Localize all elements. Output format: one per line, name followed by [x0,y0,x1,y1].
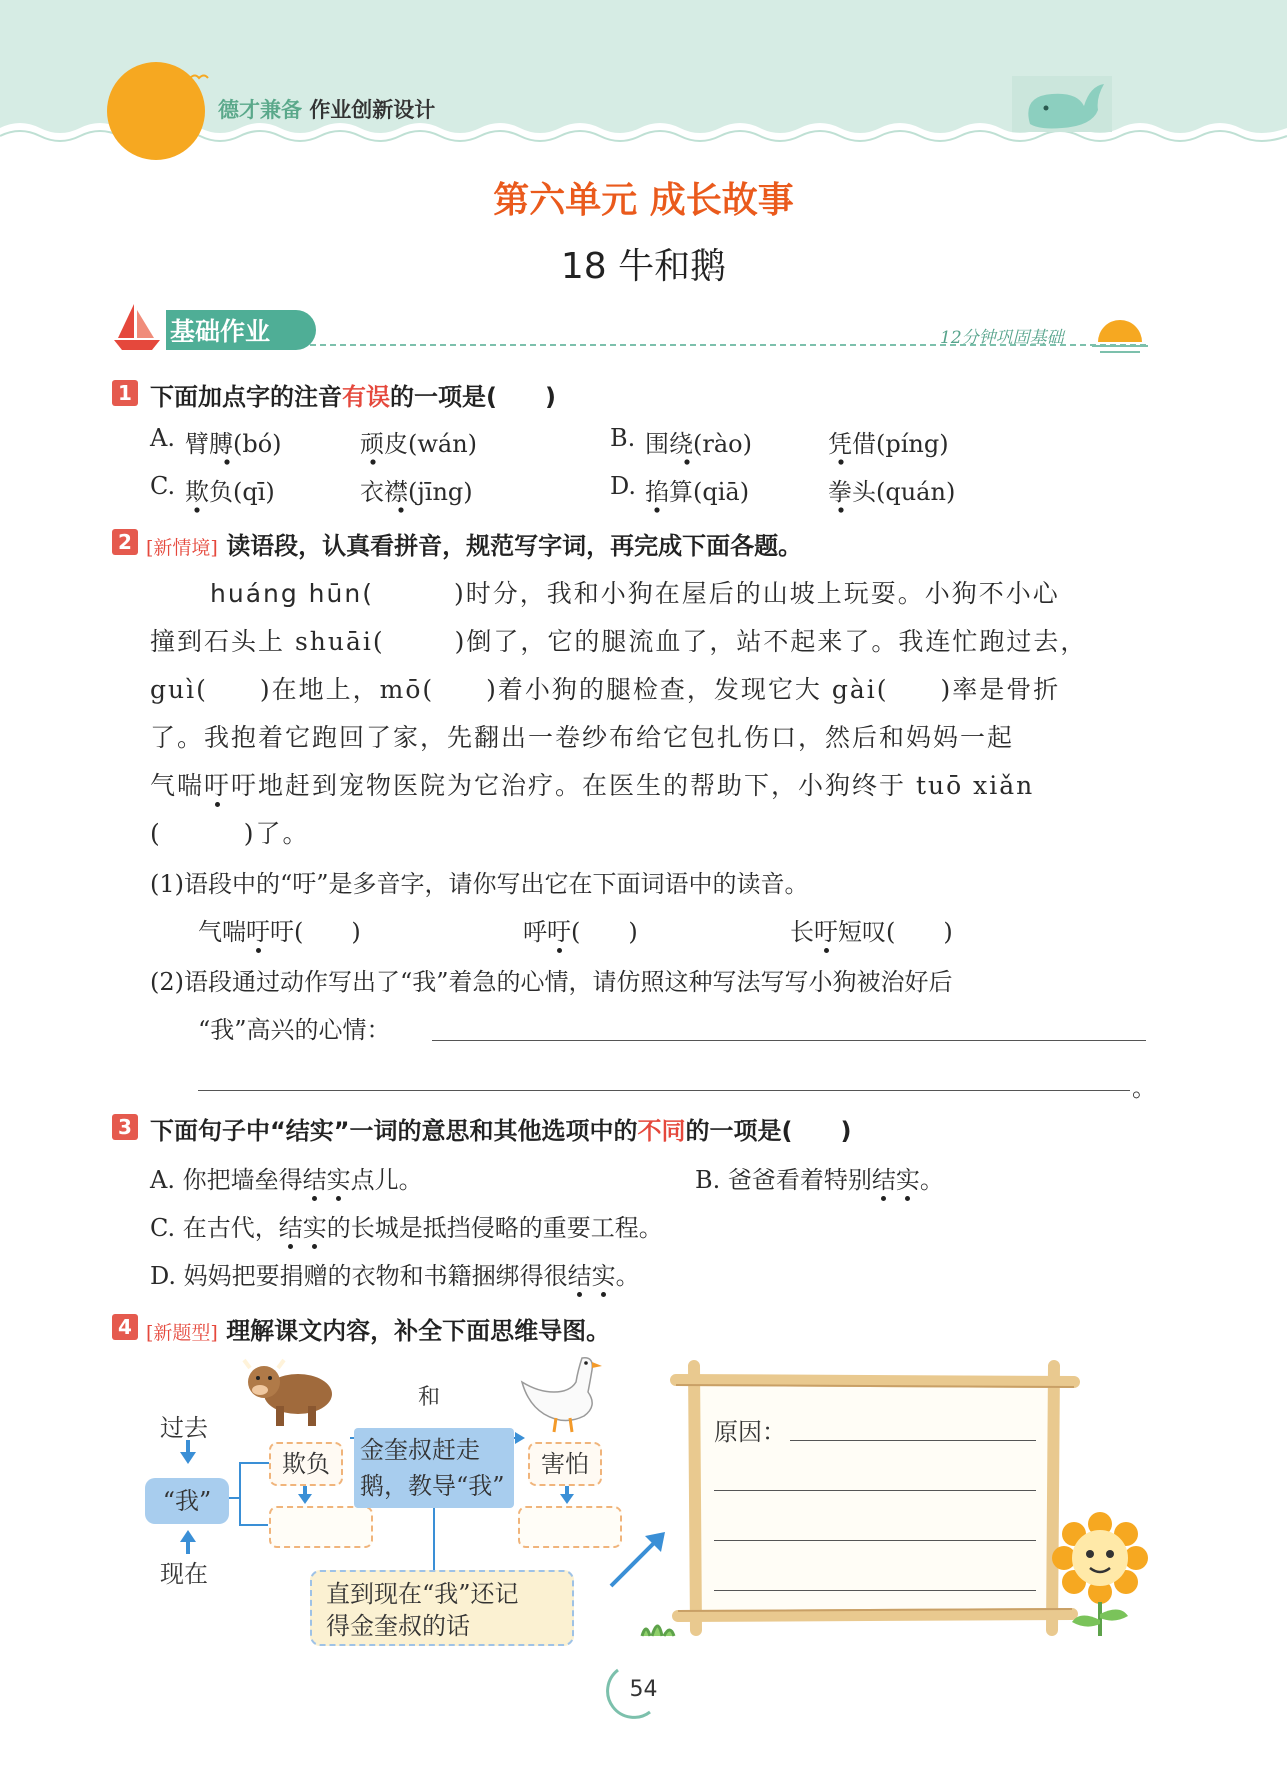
q3-stem: 下面句子中“结实”一词的意思和其他选项中的不同的一项是( ) [150,1117,852,1145]
brand-text: 德才兼备 作业创新设计 [218,98,436,122]
question-number: 3 [112,1114,138,1140]
arrow-icon [605,1526,671,1592]
answer-line[interactable] [714,1490,1036,1491]
q2-sub2-line-1: (2)语段通过动作写出了“我”着急的心情，请仿照这种写法写写小狗被治好后 [150,968,953,996]
q2-para-line-4: 了。我抱着它跑回了家，先翻出一卷纱布给它包扎伤口，然后和妈妈一起 [150,723,1015,752]
q2-sub2-line-2: “我”高兴的心情： [198,1016,391,1044]
past-label: 过去 [160,1414,208,1442]
page-number: 54 [629,1677,658,1702]
q1-option-a-word1: 臂膊(bó) [185,430,282,458]
q2-para-line-2: 撞到石头上 shuāi( )倒了，它的腿流血了，站不起来了。我连忙跑过去， [150,627,1088,656]
grass-icon [636,1612,686,1638]
me-node: “我” [145,1478,229,1524]
q2-sub1-word2: 呼吁( ) [523,918,638,946]
q1-stem: 下面加点字的注音有误的一项是( ) [150,383,556,411]
q2-stem: [新情境] 读语段，认真看拼音，规范写字词，再完成下面各题。 [146,532,803,560]
q1-option-c-word2: 衣襟(jīng) [360,478,473,506]
q1-option-c-word1: 欺负(qī) [185,478,275,506]
q2-para-line-6: ( )了。 [150,819,310,848]
q1-option-d-label: D. [610,472,637,500]
q1-option-a-word2: 顽皮(wán) [360,430,478,458]
q3-option-a: A. 你把墙垒得结实点儿。 [150,1166,423,1194]
time-note: 12分钟巩固基础 [940,328,1064,348]
q2-para-line-3: guì( )在地上，mō( )着小狗的腿检查，发现它大 gài( )率是骨折 [150,675,1061,704]
q3-option-c: C. 在古代，结实的长城是抵挡侵略的重要工程。 [150,1214,663,1242]
answer-line[interactable] [790,1440,1036,1441]
bottom-node: 直到现在“我”还记 得金奎叔的话 [310,1570,574,1646]
q1-option-c-label: C. [150,472,176,500]
reason-label: 原因： [714,1418,786,1446]
q1-option-d-word1: 掐算(qiā) [645,478,750,506]
new-type-tag: [新题型] [146,1322,218,1344]
now-label: 现在 [160,1560,208,1588]
period-mark: 。 [1132,1074,1156,1102]
answer-line[interactable] [714,1590,1036,1591]
q3-option-d: D. 妈妈把要捐赠的衣物和书籍捆绑得很结实。 [150,1262,640,1290]
q2-sub1-word1: 气喘吁吁( ) [198,918,361,946]
q1-option-b-word2: 凭借(píng) [828,430,949,458]
q2-para-line-1: huáng hūn( )时分，我和小狗在屋后的山坡上玩耍。小狗不小心 [210,579,1060,608]
q4-stem: [新题型] 理解课文内容，补全下面思维导图。 [146,1317,611,1345]
q1-option-a-label: A. [150,424,175,452]
answer-line[interactable] [432,1040,1146,1041]
goose-icon [518,1352,610,1436]
afraid-node: 害怕 [528,1442,602,1486]
lesson-title: 18 牛和鹅 [560,246,727,287]
q1-option-d-word2: 拳头(quán) [828,478,956,506]
q1-option-b-label: B. [610,424,636,452]
ox-icon [240,1356,340,1430]
answer-box[interactable] [269,1506,373,1548]
q2-sub1-text: (1)语段中的“吁”是多音字，请你写出它在下面词语中的读音。 [150,870,809,898]
question-number: 2 [112,529,138,555]
section-title: 基础作业 [170,317,271,346]
answer-line[interactable] [714,1540,1036,1541]
q2-para-line-5: 气喘吁吁地赶到宠物医院为它治疗。在医生的帮助下，小狗终于 tuō xiǎn [150,771,1035,800]
q3-option-b: B. 爸爸看着特别结实。 [695,1166,944,1194]
unit-title: 第六单元 成长故事 [493,180,794,221]
wooden-frame [670,1360,1080,1636]
sunflower-icon [1050,1510,1150,1640]
answer-line[interactable] [198,1090,1130,1091]
bully-node: 欺负 [269,1442,343,1486]
q1-option-b-word1: 围绕(rào) [645,430,752,458]
and-label: 和 [418,1385,441,1410]
q2-sub1-word3: 长吁短叹( ) [790,918,953,946]
question-number: 1 [112,380,138,406]
new-context-tag: [新情境] [146,537,218,559]
center-node: 金奎叔赶走 鹅，教导“我” [354,1428,514,1508]
question-number: 4 [112,1314,138,1340]
